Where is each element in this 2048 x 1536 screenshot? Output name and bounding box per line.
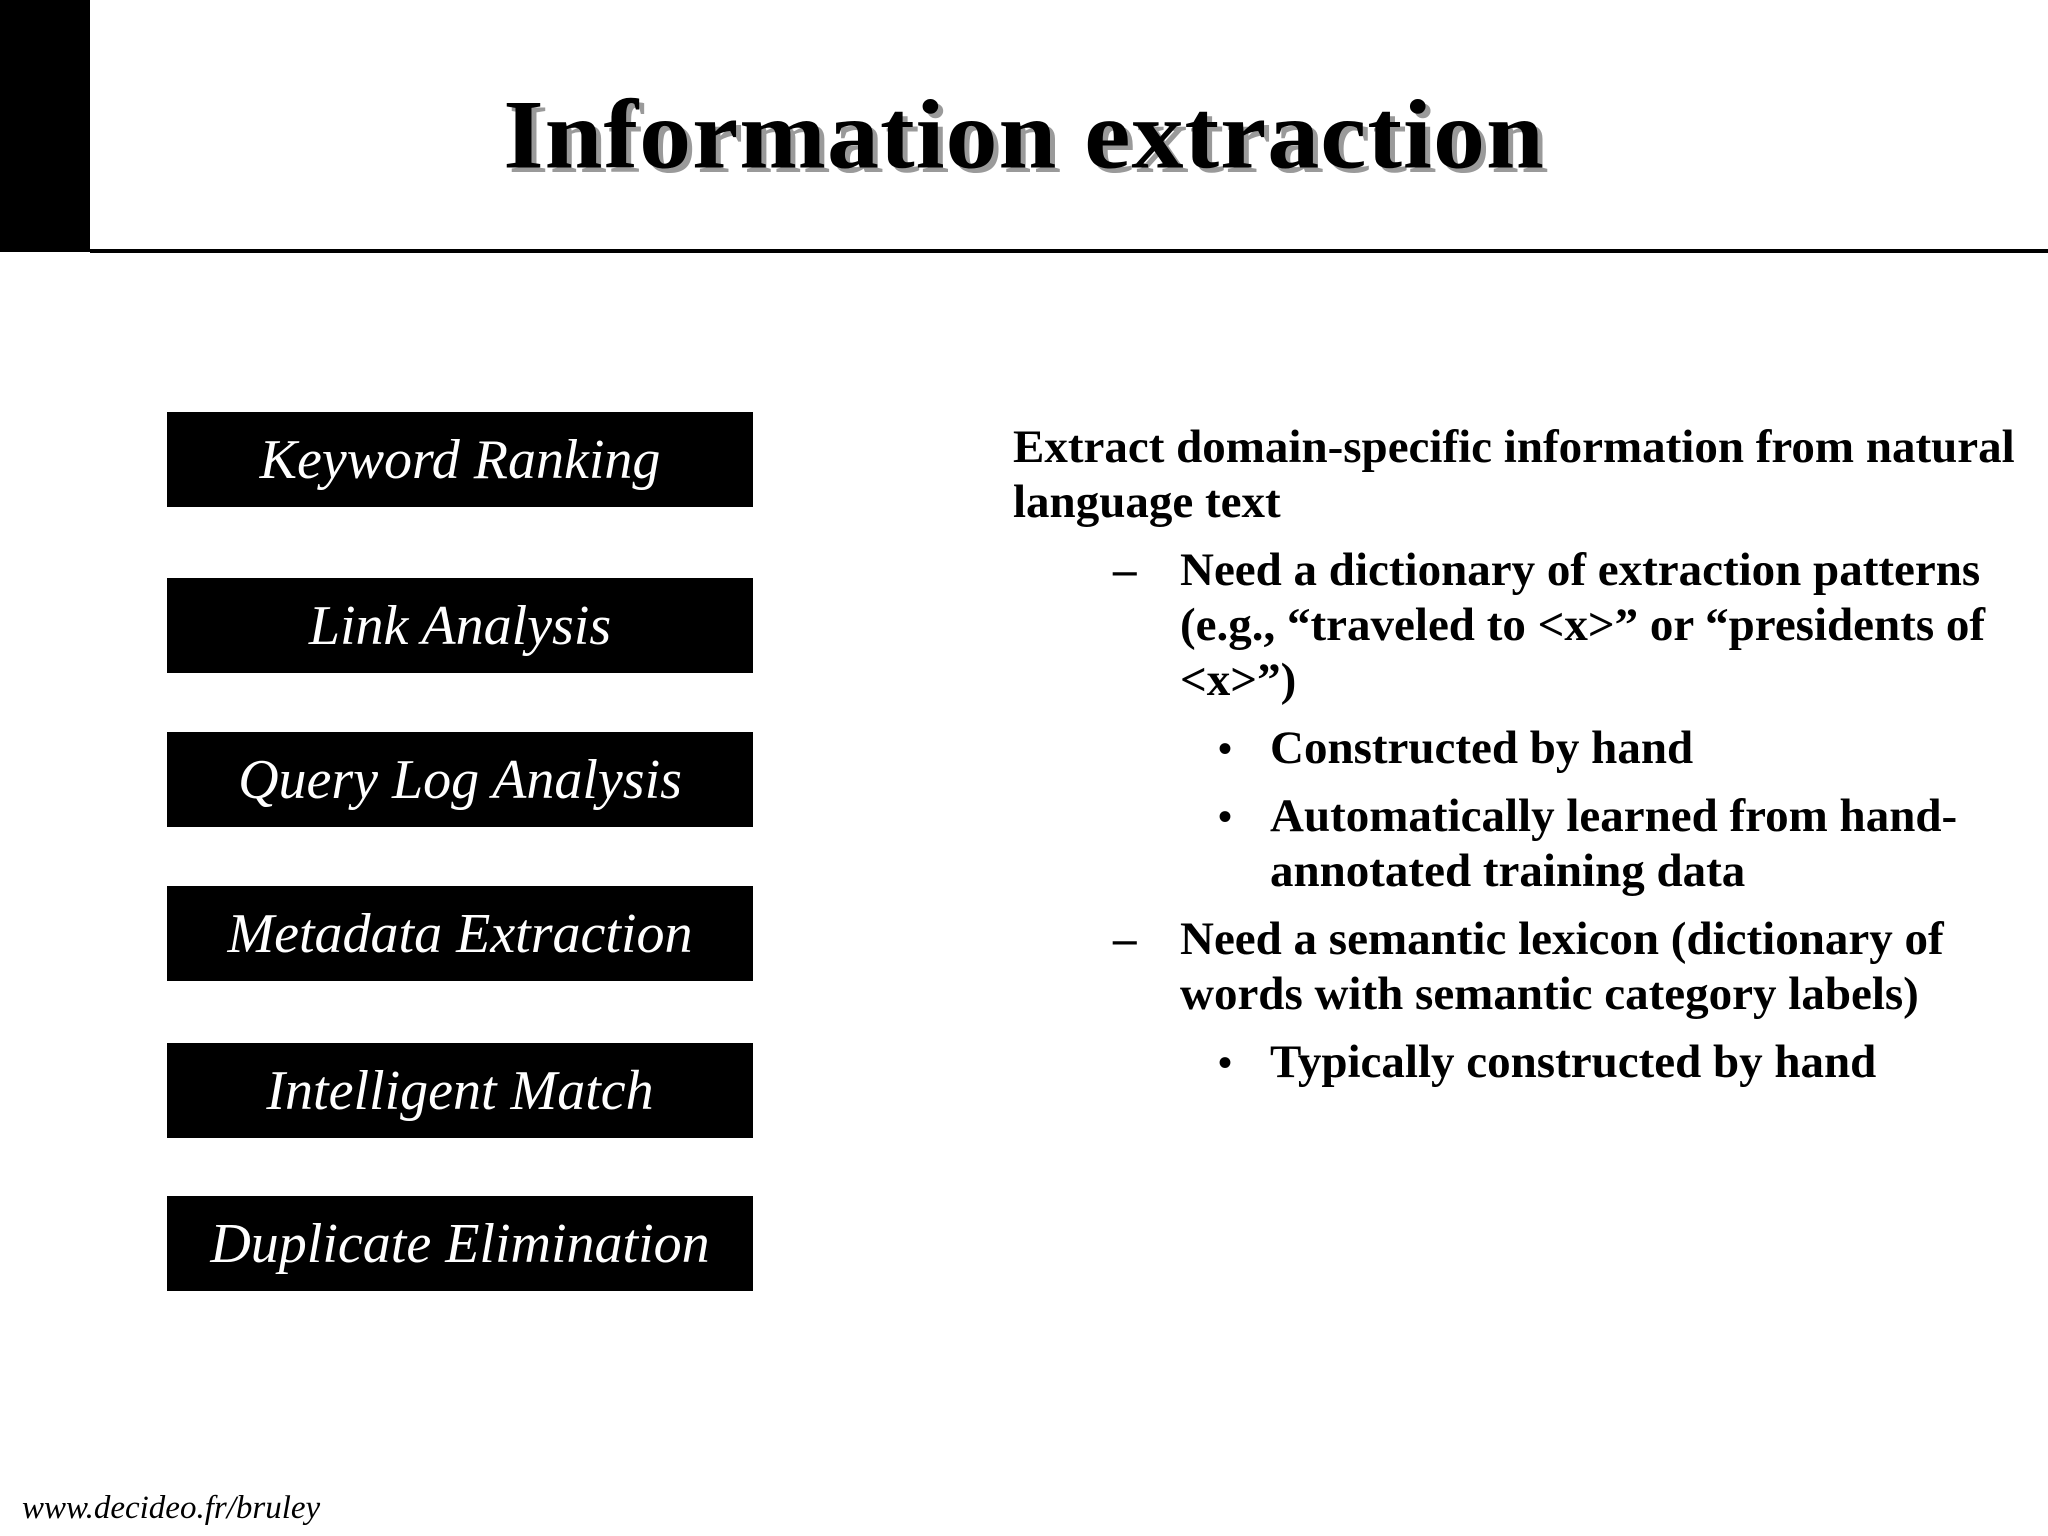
bullet-point <box>1013 1035 2023 1090</box>
bullet-point-text: Automatically learned from hand-annotated training data <box>1270 790 1958 897</box>
topic-box-duplicate-elimination: Duplicate Elimination <box>167 1196 753 1291</box>
bullet-point-text: Typically constructed by hand <box>1270 1036 1877 1088</box>
dash-marker: – <box>1113 544 1137 596</box>
bullet-marker: • <box>1218 1040 1233 1085</box>
bullet-marker: • <box>1218 794 1233 839</box>
topic-box-link-analysis: Link Analysis <box>167 578 753 673</box>
bullet-point <box>1013 721 2023 776</box>
footer-url: www.decideo.fr/bruley <box>22 1490 321 1526</box>
bullet-point <box>1013 789 2023 899</box>
dash-point-text: Need a dictionary of extraction patterns (e.g., “traveled to <x>” or “presidents of <x>”) <box>1180 544 1986 706</box>
bullet-marker: • <box>1218 726 1233 771</box>
topic-box-keyword-ranking: Keyword Ranking <box>167 412 753 507</box>
dash-marker: – <box>1113 913 1137 965</box>
topic-box-metadata-extraction: Metadata Extraction <box>167 886 753 981</box>
lead-text: Extract domain-specific information from natural language text <box>1013 421 2015 528</box>
title-divider <box>90 249 2048 253</box>
content-body <box>1013 420 2023 1090</box>
dash-point-text: Need a semantic lexicon (dictionary of words with semantic category labels) <box>1180 913 1944 1020</box>
slide-title: Information extraction <box>503 79 1545 190</box>
bullet-point-text: Constructed by hand <box>1270 722 1694 774</box>
topic-box-query-log-analysis: Query Log Analysis <box>167 732 753 827</box>
dash-point <box>1013 543 2023 708</box>
dash-point <box>1013 912 2023 1022</box>
topic-box-intelligent-match: Intelligent Match <box>167 1043 753 1138</box>
